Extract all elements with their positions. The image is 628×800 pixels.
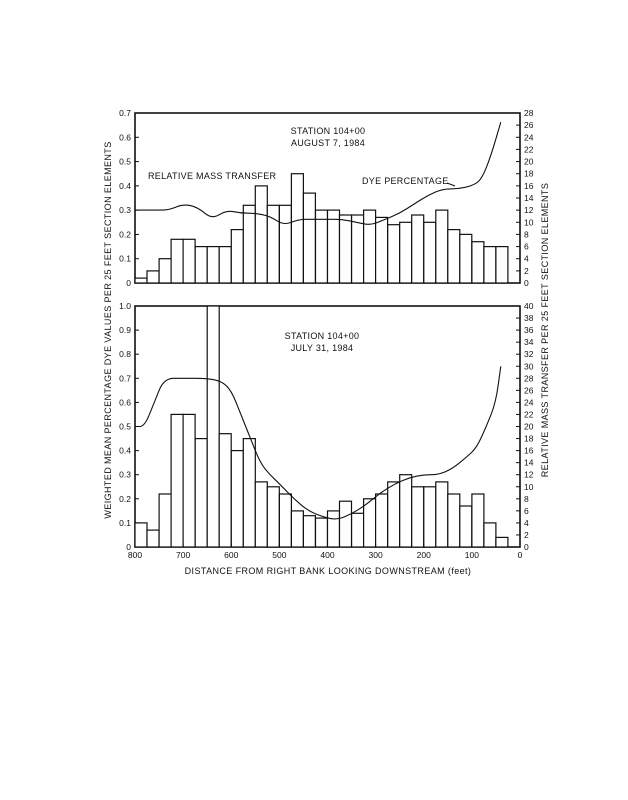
bottom-bar — [207, 306, 219, 547]
bottom-bar — [147, 530, 159, 547]
x-tick-label: 0 — [517, 550, 523, 560]
top-bar — [243, 205, 255, 283]
right-tick-label: 12 — [524, 469, 534, 480]
right-tick-label: 22 — [524, 409, 534, 420]
right-tick-label: 22 — [524, 144, 534, 155]
x-tick-label: 800 — [127, 550, 143, 560]
x-tick-label: 200 — [416, 550, 431, 560]
top-bar — [195, 247, 207, 283]
right-tick-label: 8 — [524, 229, 529, 240]
right-tick-label: 36 — [524, 325, 534, 336]
top-bar — [424, 222, 436, 283]
right-tick-label: 38 — [524, 313, 534, 324]
top-chart-title: STATION 104+00 — [290, 126, 366, 136]
bottom-bar — [496, 537, 508, 547]
right-tick-label: 10 — [524, 481, 534, 492]
left-tick-label: 1.0 — [119, 301, 131, 311]
top-bar — [388, 225, 400, 283]
right-tick-label: 6 — [524, 241, 529, 252]
bottom-bar — [376, 494, 388, 547]
bottom-bar — [364, 499, 376, 547]
top-bar — [328, 210, 340, 283]
top-bars — [135, 174, 508, 283]
left-tick-label: 0.7 — [119, 108, 131, 118]
bottom-bar — [195, 439, 207, 547]
right-tick-label: 34 — [524, 337, 534, 348]
x-tick-label: 400 — [320, 550, 335, 560]
left-tick-label: 0 — [126, 542, 131, 552]
bottom-bar — [171, 414, 183, 547]
right-tick-label: 8 — [524, 493, 529, 504]
right-tick-label: 20 — [524, 156, 534, 167]
right-tick-label: 14 — [524, 193, 534, 203]
bottom-bar — [424, 487, 436, 547]
right-tick-label: 28 — [524, 373, 534, 384]
x-tick-label: 300 — [368, 550, 383, 560]
bottom-bar — [472, 494, 484, 547]
top-bar — [135, 278, 147, 283]
bottom-bar — [303, 516, 315, 547]
right-tick-label: 26 — [524, 120, 534, 131]
bottom-bar — [159, 494, 171, 547]
top-bar — [207, 247, 219, 283]
left-tick-label: 0.9 — [119, 325, 131, 336]
right-tick-label: 16 — [524, 180, 534, 191]
bottom-bar — [316, 518, 328, 547]
bottom-bar — [412, 487, 424, 547]
mass-transfer-annotation: RELATIVE MASS TRANSFER — [148, 171, 277, 181]
right-tick-label: 16 — [524, 445, 534, 456]
x-tick-label: 700 — [176, 550, 191, 560]
right-tick-label: 4 — [524, 517, 529, 528]
left-tick-label: 0.4 — [119, 180, 131, 191]
bottom-bar — [243, 439, 255, 547]
top-bar — [352, 215, 364, 283]
right-tick-label: 14 — [524, 457, 534, 468]
left-tick-label: 0.5 — [119, 421, 131, 432]
x-tick-label: 100 — [464, 550, 479, 560]
right-tick-label: 32 — [524, 349, 534, 360]
bottom-bar — [267, 487, 279, 547]
left-tick-label: 0.3 — [119, 469, 131, 480]
bottom-bar — [352, 513, 364, 547]
left-y-axis-label: WEIGHTED MEAN PERCENTAGE DYE VALUES PER 25 FEET SECTION ELEMENTS — [103, 141, 113, 519]
left-tick-label: 0.3 — [119, 205, 131, 216]
top-bar — [279, 205, 291, 283]
top-bar — [448, 230, 460, 283]
bottom-bar — [460, 506, 472, 547]
right-tick-label: 40 — [524, 301, 534, 311]
bottom-bar — [219, 434, 231, 547]
x-tick-label: 600 — [224, 550, 239, 560]
top-bar — [436, 210, 448, 283]
top-bar — [400, 222, 412, 283]
bottom-bar — [484, 523, 496, 547]
left-tick-label: 0.6 — [119, 397, 131, 408]
right-tick-label: 20 — [524, 421, 534, 432]
right-tick-label: 18 — [524, 433, 534, 444]
top-bar — [340, 215, 352, 283]
top-panel — [119, 108, 534, 288]
left-tick-label: 0.2 — [119, 493, 131, 504]
top-bar — [364, 210, 376, 283]
x-axis-label: DISTANCE FROM RIGHT BANK LOOKING DOWNSTREAM (feet) — [184, 566, 472, 576]
right-tick-label: 4 — [524, 253, 529, 264]
top-bar — [219, 247, 231, 283]
right-tick-label: 24 — [524, 132, 534, 143]
right-tick-label: 2 — [524, 529, 529, 540]
left-tick-label: 0.8 — [119, 349, 131, 360]
right-tick-label: 28 — [524, 108, 534, 118]
right-tick-label: 26 — [524, 385, 534, 396]
bottom-bar — [340, 501, 352, 547]
x-tick-label: 500 — [272, 550, 287, 560]
bottom-bar — [400, 475, 412, 547]
bottom-right-axis — [516, 301, 534, 552]
top-bar — [255, 186, 267, 283]
top-bar — [472, 242, 484, 283]
right-tick-label: 18 — [524, 168, 534, 179]
top-chart-subtitle: AUGUST 7, 1984 — [290, 138, 366, 148]
top-right-axis — [516, 108, 534, 288]
right-tick-label: 0 — [524, 278, 529, 288]
top-bar — [147, 271, 159, 283]
top-bar — [412, 215, 424, 283]
bottom-bar — [291, 511, 303, 547]
top-bar — [183, 239, 195, 283]
bottom-bar — [135, 523, 147, 547]
bottom-bar — [388, 482, 400, 547]
right-tick-label: 2 — [524, 265, 529, 276]
left-tick-label: 0.4 — [119, 445, 131, 456]
right-tick-label: 24 — [524, 397, 534, 408]
bottom-bar — [231, 451, 243, 547]
top-left-axis — [119, 108, 139, 288]
right-tick-label: 0 — [524, 542, 529, 552]
left-tick-label: 0.5 — [119, 156, 131, 167]
top-bar — [460, 234, 472, 283]
left-tick-label: 0.2 — [119, 229, 131, 240]
top-bar — [303, 193, 315, 283]
left-tick-label: 0.6 — [119, 132, 131, 143]
top-bar — [159, 259, 171, 283]
bottom-chart-title: STATION 104+00 — [284, 331, 360, 341]
bottom-panel — [119, 301, 534, 560]
left-tick-label: 0.1 — [119, 253, 131, 264]
top-bar — [376, 217, 388, 283]
top-bar — [316, 210, 328, 283]
bottom-bar — [448, 494, 460, 547]
right-tick-label: 10 — [524, 217, 534, 228]
bottom-left-axis — [119, 301, 139, 552]
left-tick-label: 0.7 — [119, 373, 131, 384]
bottom-bar — [436, 482, 448, 547]
right-tick-label: 12 — [524, 205, 534, 216]
right-y-axis-label: RELATIVE MASS TRANSFER PER 25 FEET SECTION ELEMENTS — [540, 182, 550, 478]
right-tick-label: 30 — [524, 361, 534, 372]
bottom-bar — [183, 414, 195, 547]
right-tick-label: 6 — [524, 505, 529, 516]
top-bar — [231, 230, 243, 283]
left-tick-label: 0 — [126, 278, 131, 288]
bottom-bar — [255, 482, 267, 547]
dye-percentage-annotation: DYE PERCENTAGE — [362, 176, 449, 186]
top-bar — [484, 247, 496, 283]
top-bar — [496, 247, 508, 283]
bottom-chart-subtitle: JULY 31, 1984 — [290, 343, 354, 353]
left-tick-label: 0.1 — [119, 517, 131, 528]
top-bar — [291, 174, 303, 283]
bottom-bar — [279, 494, 291, 547]
bottom-bar — [328, 511, 340, 547]
top-bar — [171, 239, 183, 283]
